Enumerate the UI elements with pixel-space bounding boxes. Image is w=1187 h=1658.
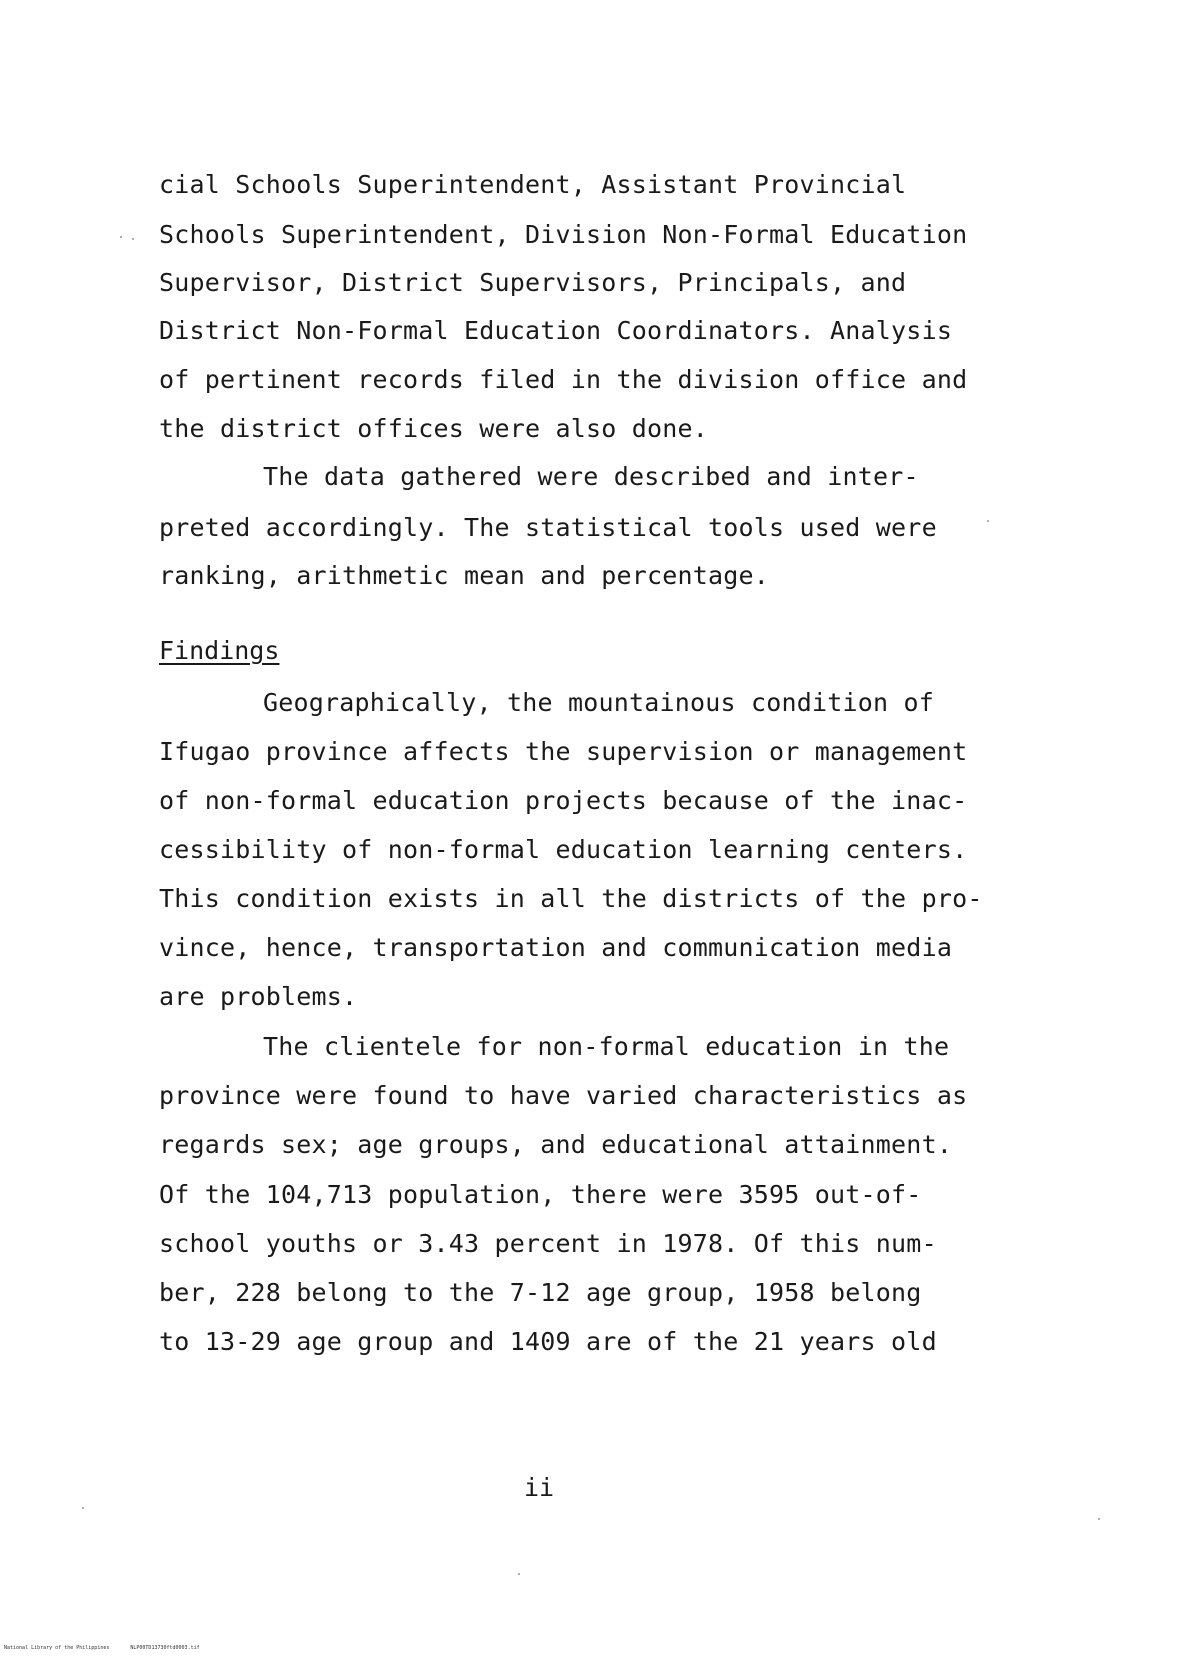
footer-file: NLP00TD13730ftd0003.tif: [130, 1645, 200, 1651]
text-line: This condition exists in all the districts of the pro-: [159, 884, 983, 913]
text-line: school youths or 3.43 percent in 1978. Of this num-: [159, 1229, 937, 1258]
text-line: Supervisor, District Supervisors, Principals, and: [159, 268, 907, 297]
scan-speck: [82, 1507, 84, 1509]
text-line: District Non-Formal Education Coordinators. Analysis: [159, 316, 953, 345]
text-line: vince, hence, transportation and communication media: [159, 933, 953, 962]
page-number: ii: [524, 1473, 555, 1502]
text-line: of non-formal education projects because of the inac-: [159, 786, 968, 815]
scan-speck: [132, 238, 134, 240]
text-line: the district offices were also done.: [159, 414, 709, 443]
text-line: are problems.: [159, 982, 358, 1011]
text-line: Geographically, the mountainous condition of: [263, 688, 935, 717]
scan-speck: [1098, 1518, 1100, 1520]
scan-footer: [4, 1645, 218, 1652]
footer-library: National Library of the Philippines: [4, 1645, 110, 1651]
text-line: province were found to have varied characteristics as: [159, 1081, 968, 1110]
text-line: preted accordingly. The statistical tools used were: [159, 513, 937, 542]
text-line: Schools Superintendent, Division Non-Formal Education: [159, 220, 968, 249]
text-line: ranking, arithmetic mean and percentage.: [159, 561, 770, 590]
text-line: of pertinent records filed in the division office and: [159, 365, 968, 394]
scan-speck: [120, 236, 122, 238]
text-line: cial Schools Superintendent, Assistant Provincial: [159, 170, 907, 199]
text-line: cessibility of non-formal education learning centers.: [159, 835, 968, 864]
scan-speck: [987, 520, 989, 522]
section-heading: Findings: [159, 636, 280, 665]
text-line: regards sex; age groups, and educational attainment.: [159, 1130, 953, 1159]
text-line: Of the 104,713 population, there were 3595 out-of-: [159, 1180, 922, 1209]
text-line: The clientele for non-formal education in the: [263, 1032, 950, 1061]
text-line: Ifugao province affects the supervision or management: [159, 737, 968, 766]
scan-speck: [518, 1573, 520, 1575]
text-line: to 13-29 age group and 1409 are of the 21 years old: [159, 1327, 937, 1356]
text-line: The data gathered were described and inter-: [263, 462, 919, 491]
text-line: ber, 228 belong to the 7-12 age group, 1958 belong: [159, 1278, 922, 1307]
